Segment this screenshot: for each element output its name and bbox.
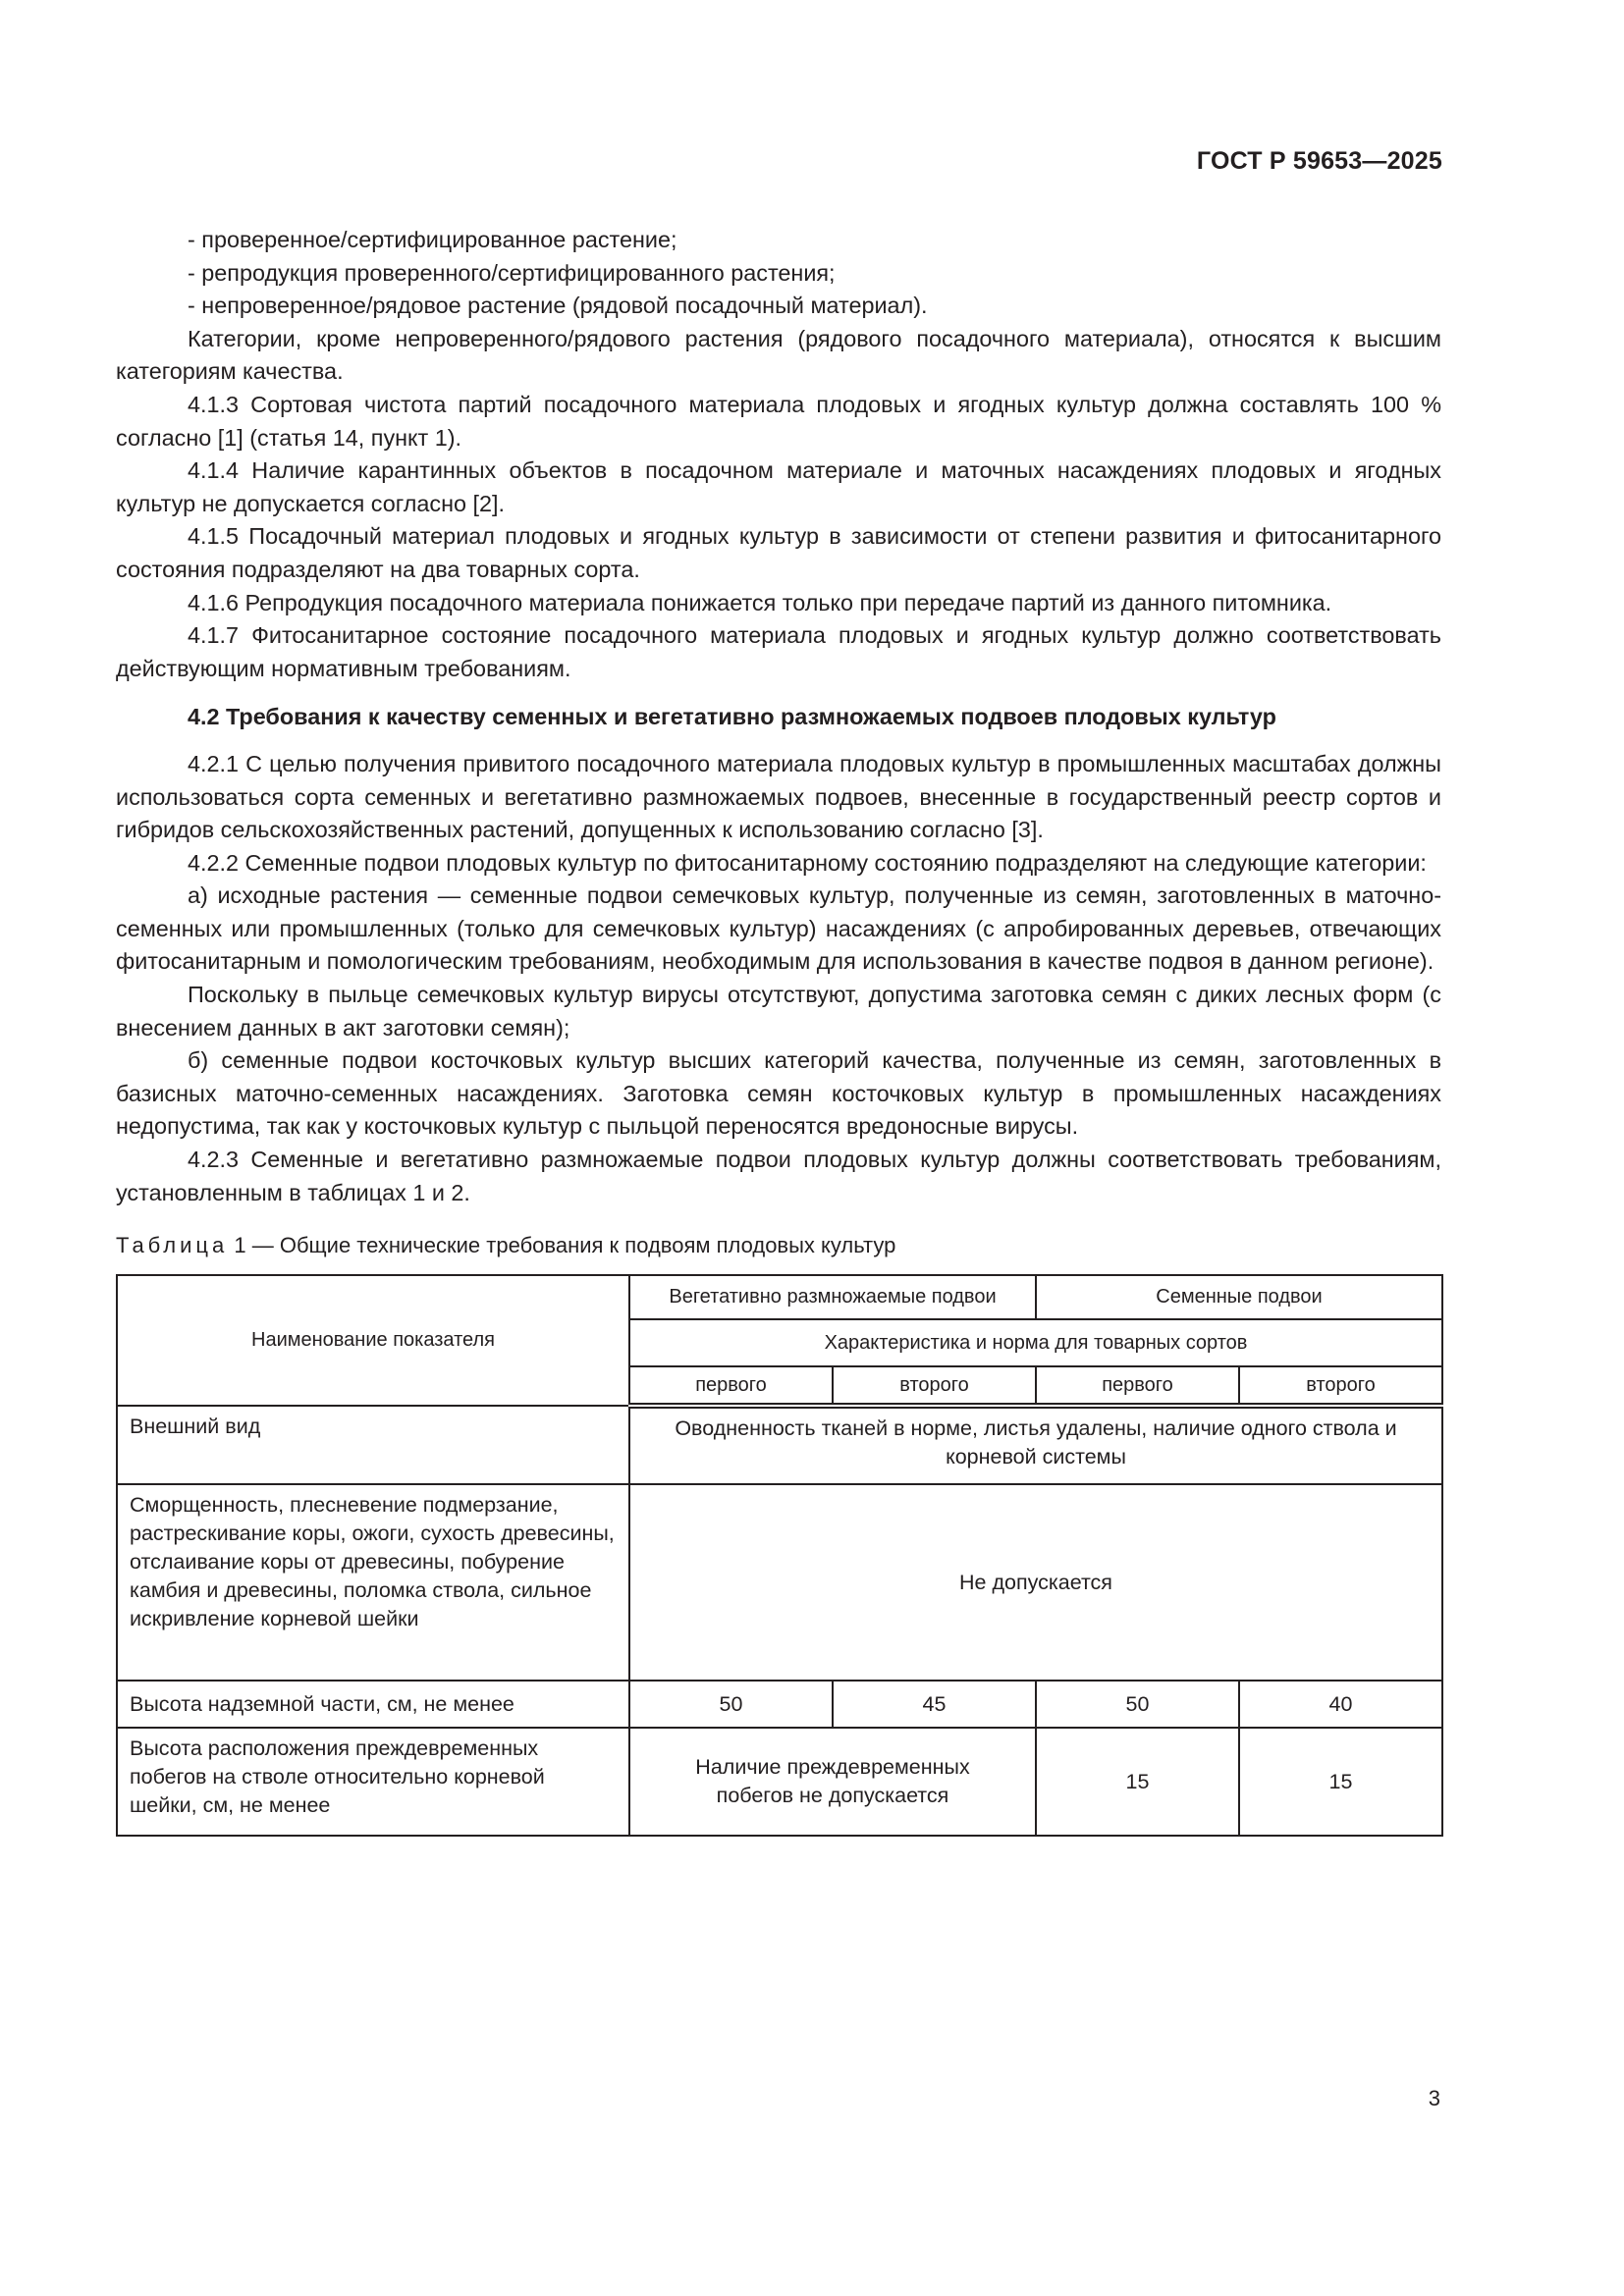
- page-number: 3: [1428, 2086, 1440, 2110]
- row-value-merged: Оводненность тканей в норме, листья удалены, наличие одного ствола и корневой системы: [629, 1406, 1442, 1484]
- row-value: 50: [629, 1681, 833, 1728]
- header-seed: Семенные подвои: [1036, 1275, 1442, 1319]
- table-caption-text: 1 — Общие технические требования к подвоям плодовых культур: [228, 1233, 896, 1258]
- row-value: 15: [1036, 1728, 1239, 1836]
- table-header-row: [117, 1275, 1442, 1319]
- row-label: Сморщенность, плесневение подмерзание, растрескивание коры, ожоги, сухость древесины, отслаивание коры от древесины, побурение камбия и древесины, поломка ствола, сильное искривление корневой шейки: [117, 1484, 629, 1681]
- header-grade: первого: [1036, 1366, 1239, 1406]
- table-row: [117, 1484, 1442, 1681]
- row-label: Высота расположения преждевременных побегов на стволе относительно корневой шейки, см, не менее: [117, 1728, 629, 1836]
- list-item: - репродукция проверенного/сертифицированного растения;: [188, 259, 836, 286]
- header-grade: второго: [833, 1366, 1036, 1406]
- header-grade: второго: [1239, 1366, 1442, 1406]
- row-value: 50: [1036, 1681, 1239, 1728]
- section-title-4-2: 4.2 Требования к качеству семенных и вегетативно размножаемых подвоев плодовых культур: [188, 704, 1276, 730]
- table-caption-prefix: Таблица: [116, 1233, 229, 1258]
- paragraph-item-b: б) семенные подвои косточковых культур высших категорий качества, полученные из семян, заготовленных в базисных маточно-семенных насаждениях. Заготовка семян косточковых культур в промышленных насаждениях недопустима, так как у косточковых культур с пыльцой переносятся вредоносные вирусы.: [116, 1047, 1441, 1140]
- table-row: [117, 1728, 1442, 1836]
- header-norm: Характеристика и норма для товарных сортов: [629, 1319, 1442, 1366]
- paragraph-4-1-7: 4.1.7 Фитосанитарное состояние посадочного материала плодовых и ягодных культур должно соответствовать действующим нормативным требованиям.: [116, 622, 1441, 681]
- paragraph-4-1-6: 4.1.6 Репродукция посадочного материала понижается только при передаче партий из данного питомника.: [188, 589, 1332, 615]
- header-grade: первого: [629, 1366, 833, 1406]
- table-caption: [116, 1231, 1441, 1260]
- row-value: 45: [833, 1681, 1036, 1728]
- paragraph-4-2-2: 4.2.2 Семенные подвои плодовых культур по фитосанитарному состоянию подразделяют на следующие категории:: [188, 849, 1427, 876]
- row-label: Внешний вид: [117, 1406, 629, 1484]
- document-code: ГОСТ Р 59653—2025: [1196, 147, 1442, 175]
- row-value-merged: Не допускается: [629, 1484, 1442, 1681]
- paragraph-4-1-5: 4.1.5 Посадочный материал плодовых и ягодных культур в зависимости от степени развития и фитосанитарного состояния подразделяют на два товарных сорта.: [116, 523, 1441, 582]
- document-body: [116, 224, 1441, 1837]
- table-row: [117, 1406, 1442, 1484]
- table-row: [117, 1681, 1442, 1728]
- paragraph-item-a: а) исходные растения — семенные подвои семечковых культур, полученные из семян, заготовленных в маточно-семенных или промышленных (только для семечковых культур) насаждениях (с апробированных деревьев, отвечающих фитосанитарным и помологическим требованиям, необходимым для использования в качестве подвоя в данном регионе).: [116, 882, 1441, 975]
- requirements-table: [116, 1274, 1443, 1837]
- row-value: 15: [1239, 1728, 1442, 1836]
- paragraph-4-2-1: 4.2.1 С целью получения привитого посадочного материала плодовых культур в промышленных масштабах должны использоваться сорта семенных и вегетативно размножаемых подвоев, внесенные в государственный реестр сортов и гибридов сельскохозяйственных растений, допущенных к использованию согласно [3].: [116, 750, 1441, 843]
- paragraph-4-2-3: 4.2.3 Семенные и вегетативно размножаемые подвои плодовых культур должны соответствовать требованиям, установленным в таблицах 1 и 2.: [116, 1147, 1441, 1205]
- header-vegetative: Вегетативно размножаемые подвои: [629, 1275, 1036, 1319]
- list-item: - проверенное/сертифицированное растение;: [188, 227, 677, 252]
- paragraph: Категории, кроме непроверенного/рядового растения (рядового посадочного материала), относятся к высшим категориям качества.: [116, 325, 1441, 385]
- row-value: 40: [1239, 1681, 1442, 1728]
- row-label: Высота надземной части, см, не менее: [117, 1681, 629, 1728]
- header-indicator: Наименование показателя: [117, 1275, 629, 1406]
- list-item: - непроверенное/рядовое растение (рядовой посадочный материал).: [188, 293, 928, 319]
- row-value-merged: Наличие преждевременных побегов не допускается: [629, 1728, 1036, 1836]
- paragraph-4-1-4: 4.1.4 Наличие карантинных объектов в посадочном материале и маточных насаждениях плодовых и ягодных культур не допускается согласно [2].: [116, 457, 1441, 516]
- paragraph-4-1-3: 4.1.3 Сортовая чистота партий посадочного материала плодовых и ягодных культур должна составлять 100 % согласно [1] (статья 14, пункт 1).: [116, 391, 1441, 451]
- paragraph: Поскольку в пыльце семечковых культур вирусы отсутствуют, допустима заготовка семян с диких лесных форм (с внесением данных в акт заготовки семян);: [116, 982, 1441, 1041]
